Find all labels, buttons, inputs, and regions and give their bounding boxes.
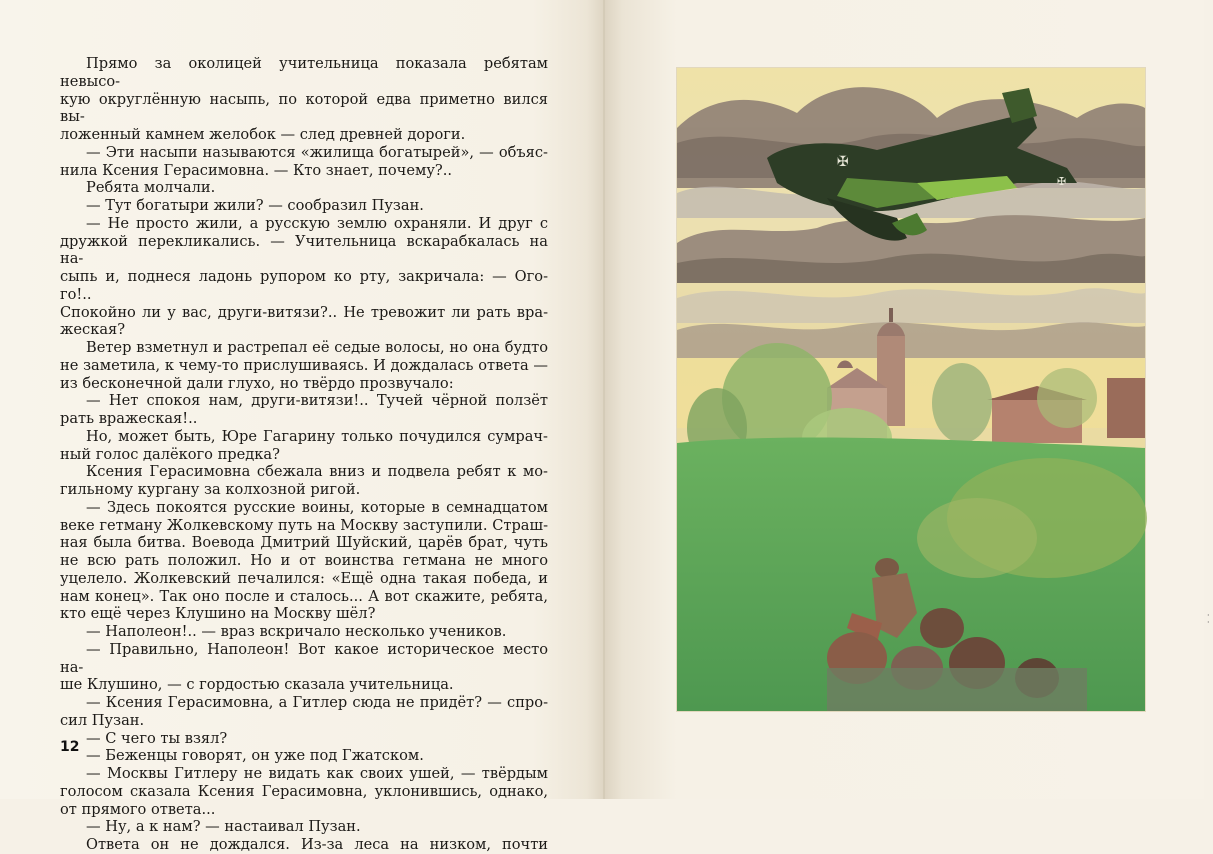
text-line: не заметила, к чему-то прислушиваясь. И дождалась ответа —: [60, 356, 548, 374]
text-line: — Беженцы говорят, он уже под Гжатском.: [86, 747, 424, 765]
left-page: [0, 0, 605, 853]
text-line: жеская?: [60, 321, 126, 339]
text-line: ложенный камнем желобок — след древней дороги.: [60, 126, 466, 143]
text-line: Ребята молчали.: [86, 179, 216, 197]
text-line: Но, может быть, Юре Гагарину только почудился сумрач-: [86, 427, 548, 445]
text-line: — Эти насыпи называются «жилища богатырей», — объяс-: [86, 143, 548, 161]
text-line: — Наполеон!.. — враз вскричало несколько учеников.: [86, 623, 507, 640]
text-line: — Правильно, Наполеон! Вот какое историческое место на-: [60, 640, 548, 676]
text-line: ная была битва. Воевода Дмитрий Шуйский, царёв брат, чуть: [60, 534, 548, 552]
text-line: ный голос далёкого предка?: [60, 445, 280, 463]
text-line: веке гетману Жолкевскому путь на Москву заступили. Страш-: [60, 516, 548, 534]
text-line: — Не просто жили, а русскую землю охраняли. И друг с: [86, 214, 548, 232]
text-line: от прямого ответа...: [60, 800, 216, 818]
page-number: 12: [60, 739, 80, 755]
text-line: — Здесь покоятся русские воины, которые в семнадцатом: [86, 498, 548, 516]
text-line: — Тут богатыри жили? — сообразил Пузан.: [86, 197, 424, 214]
text-line: рать вражеская!..: [60, 410, 198, 427]
text-line: не всю рать положил. Но и от воинства гетмана не много: [60, 552, 548, 569]
text-line: Прямо за околицей учительница показала ребятам невысо-: [60, 55, 548, 90]
text-line: из бесконечной дали глухо, но твёрдо прозвучало:: [60, 374, 454, 392]
illustration-canvas: [677, 68, 1145, 711]
text-line: — Ксения Герасимовна, а Гитлер сюда не придёт? — спро-: [86, 694, 548, 711]
svg-text:✠: ✠: [837, 154, 849, 170]
text-line: сил Пузан.: [60, 711, 145, 729]
text-line: нам конец». Так оно после и сталось... А вот скажите, ребята,: [60, 587, 548, 605]
text-line: нила Ксения Герасимовна. — Кто знает, почему?..: [60, 161, 453, 179]
text-line: ше Клушино, — с гордостью сказала учительница.: [60, 676, 454, 694]
text-line: дружкой перекликались. — Учительница вскарабкалась на на-: [60, 232, 548, 268]
text-line: — Москвы Гитлеру не видать как своих ушей, — твёрдым: [86, 765, 548, 782]
text-line: — С чего ты взял?: [86, 729, 228, 747]
war-plane-over-village-illustration: [677, 68, 1145, 711]
text-line: Ксения Герасимовна сбежала вниз и подвела ребят к мо-: [86, 463, 548, 481]
text-line: Ветер взметнул и растрепал её седые волосы, но она будто: [86, 339, 548, 356]
text-line: голосом сказала Ксения Герасимовна, уклонившись, однако,: [60, 782, 548, 800]
page-text: [60, 55, 548, 854]
text-line: Спокойно ли у вас, други-витязи?.. Не тревожит ли рать вра-: [60, 303, 548, 321]
text-line: сыпь и, поднеся ладонь рупором ко рту, закричала: — Ого-го!..: [60, 268, 548, 303]
svg-text:✠: ✠: [1057, 175, 1067, 188]
text-line: — Ну, а к нам? — настаивал Пузан.: [86, 818, 361, 836]
print-speck: · ·: [1207, 611, 1210, 627]
text-line: кто ещё через Клушино на Москву шёл?: [60, 605, 376, 623]
text-line: — Нет спокоя нам, други-витязи!.. Тучей чёрной ползёт: [86, 392, 548, 410]
text-line: Ответа он не дождался. Из-за леса на низком, почти: [86, 836, 548, 853]
text-line: гильному кургану за колхозной ригой.: [60, 481, 361, 498]
text-line: уцелело. Жолкевский печалился: «Ещё одна такая победа, и: [60, 569, 548, 587]
text-line: кую округлённую насыпь, по которой едва приметно вился вы-: [60, 90, 548, 126]
